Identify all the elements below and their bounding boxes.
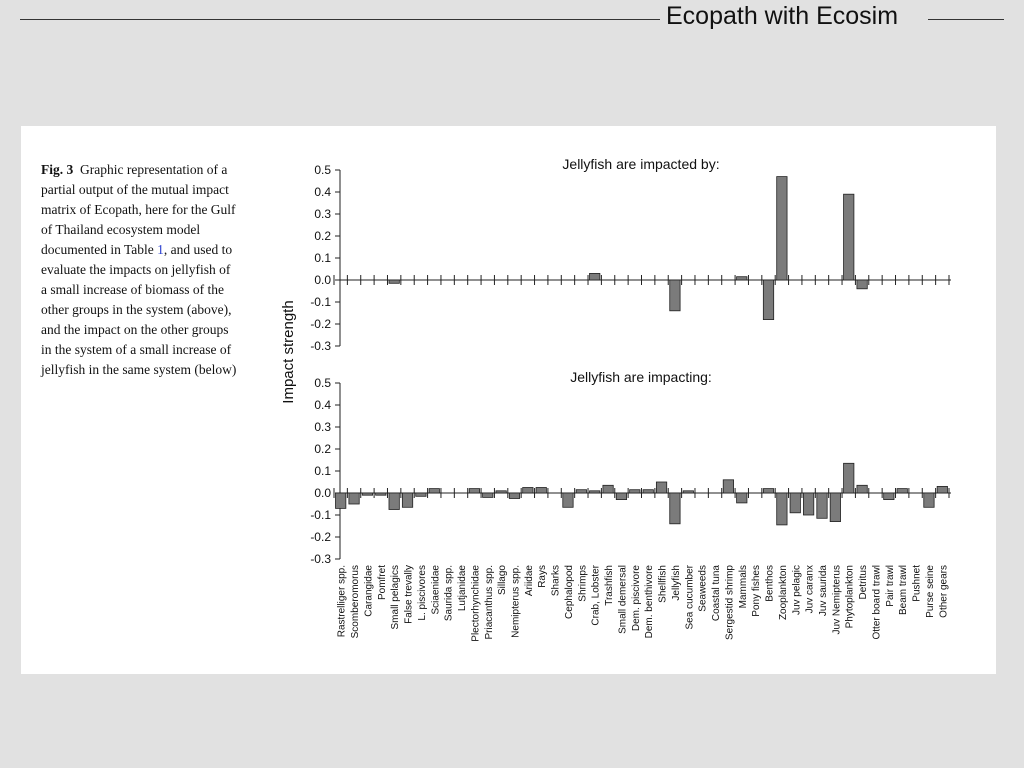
y-tick-label-bottom: -0.2	[310, 530, 331, 544]
bar-top	[777, 177, 787, 280]
category-label: Pomfret	[376, 565, 388, 601]
header-rule-left	[20, 19, 660, 20]
bar-bottom	[389, 493, 399, 510]
bar-bottom	[817, 493, 827, 518]
category-label: Coastal tuna	[711, 565, 723, 622]
bar-bottom	[402, 493, 412, 507]
bar-bottom	[656, 482, 666, 493]
bar-bottom	[844, 463, 854, 493]
category-label: Phytoplankton	[844, 565, 856, 629]
bar-bottom	[496, 491, 506, 493]
y-tick-label-top: 0.5	[314, 163, 331, 177]
bar-bottom	[884, 493, 894, 500]
category-label: Rastrelliger spp.	[336, 565, 348, 638]
y-tick-label-top: -0.3	[310, 339, 331, 353]
bar-bottom	[336, 493, 346, 508]
category-label: Sillago	[497, 565, 509, 596]
bar-bottom	[509, 493, 519, 499]
category-label: Juv caranx	[804, 565, 816, 614]
bar-bottom	[790, 493, 800, 513]
bar-bottom	[830, 493, 840, 522]
category-label: Juv saurida	[817, 565, 829, 617]
y-tick-label-top: -0.2	[310, 317, 331, 331]
y-axis-label: Impact strength	[280, 300, 297, 404]
slide-title: Ecopath with Ecosim	[666, 2, 899, 30]
category-label: Pony fishes	[751, 565, 763, 617]
category-label: Small demersal	[617, 565, 629, 634]
caption-text: Graphic representation of a partial output of the mutual impact matrix of Ecopath, here for the Gulf of Thailand ecosystem model documented in Table	[41, 162, 236, 257]
bar-bottom	[670, 493, 680, 524]
category-label: Pushnet	[911, 565, 923, 602]
bar-bottom	[603, 485, 613, 493]
category-label: Other gears	[938, 565, 950, 618]
impact-chart	[21, 126, 996, 674]
bar-bottom	[469, 489, 479, 493]
bar-bottom	[416, 493, 426, 496]
header-rule-right	[928, 19, 1004, 20]
category-label: Plectorhynchidae	[470, 565, 482, 642]
category-label: Sergestid shrimp	[724, 565, 736, 641]
category-label: Trashfish	[604, 565, 616, 606]
category-label: Carangidae	[363, 565, 375, 617]
bar-bottom	[777, 493, 787, 525]
bar-top	[389, 280, 399, 283]
bar-bottom	[897, 489, 907, 493]
category-label: Purse seine	[924, 565, 936, 618]
category-label: Pair trawl	[884, 565, 896, 607]
bar-bottom	[683, 491, 693, 493]
bar-top	[763, 280, 773, 320]
category-label: Beam trawl	[898, 565, 910, 616]
bar-bottom	[630, 490, 640, 493]
category-label: Rays	[537, 565, 549, 588]
category-label: Crab, Lobster	[590, 565, 602, 626]
bar-bottom	[523, 488, 533, 494]
category-label: Small pelagics	[390, 565, 402, 630]
y-tick-label-top: 0.4	[314, 185, 331, 199]
panel-title-bottom: Jellyfish are impacting:	[570, 369, 712, 385]
y-tick-label-bottom: 0.2	[314, 442, 331, 456]
bar-bottom	[643, 490, 653, 493]
y-tick-label-bottom: 0.0	[314, 486, 331, 500]
bar-bottom	[616, 493, 626, 500]
bar-bottom	[576, 490, 586, 493]
bar-bottom	[376, 493, 386, 495]
bar-bottom	[590, 491, 600, 493]
y-tick-label-bottom: -0.1	[310, 508, 331, 522]
bar-top	[590, 273, 600, 280]
bar-bottom	[937, 486, 947, 493]
y-tick-label-bottom: 0.5	[314, 376, 331, 390]
bar-bottom	[737, 493, 747, 503]
category-label: Zooplankton	[777, 565, 789, 621]
category-label: Dem. benthivore	[644, 565, 656, 639]
category-label: Otter board trawl	[871, 565, 883, 640]
bar-bottom	[349, 493, 359, 504]
bar-bottom	[857, 485, 867, 493]
caption-text-end: , and used to evaluate the impacts on jellyfish of a small increase of biomass of the other groups in the system (above), and the impact on the other groups in the system of a small increase of jellyfish in the same system (below)	[41, 242, 237, 377]
category-label: Scomberomorus	[350, 565, 362, 639]
category-label: Sharks	[550, 565, 562, 597]
bar-bottom	[429, 489, 439, 493]
y-tick-label-top: 0.0	[314, 273, 331, 287]
category-label: Dem. piscivore	[630, 565, 642, 632]
table-reference-link[interactable]: 1	[157, 242, 164, 257]
category-label: Shrimps	[577, 565, 589, 602]
bar-bottom	[362, 493, 372, 495]
bar-bottom	[563, 493, 573, 507]
category-label: Ariidae	[523, 565, 535, 597]
bar-top	[844, 194, 854, 280]
bar-bottom	[924, 493, 934, 507]
category-label: Saurida spp.	[443, 565, 455, 622]
bar-bottom	[803, 493, 813, 515]
category-label: Lutjanidae	[457, 565, 469, 612]
bar-top	[670, 280, 680, 311]
y-tick-label-bottom: -0.3	[310, 552, 331, 566]
category-label: Detritus	[858, 565, 870, 600]
category-label: Priacanthus spp.	[483, 565, 495, 640]
category-label: Nemipterus spp.	[510, 565, 522, 638]
category-label: Mammals	[737, 565, 749, 609]
bar-bottom	[763, 489, 773, 493]
y-tick-label-top: 0.2	[314, 229, 331, 243]
y-tick-label-top: 0.1	[314, 251, 331, 265]
category-label: Shellfish	[657, 565, 669, 603]
y-tick-label-bottom: 0.1	[314, 464, 331, 478]
category-label: Cephalopod	[563, 565, 575, 619]
y-tick-label-bottom: 0.4	[314, 398, 331, 412]
panel-title-top: Jellyfish are impacted by:	[562, 156, 720, 172]
y-tick-label-top: 0.3	[314, 207, 331, 221]
bar-bottom	[536, 488, 546, 494]
category-label: Benthos	[764, 565, 776, 602]
bar-bottom	[723, 480, 733, 493]
figure-label: Fig. 3	[41, 162, 74, 177]
y-tick-label-bottom: 0.3	[314, 420, 331, 434]
category-label: Sea cucumber	[684, 565, 696, 630]
category-label: False trevally	[403, 565, 415, 624]
bar-top	[857, 280, 867, 289]
category-label: Jellyfish	[670, 565, 682, 601]
figure-panel	[21, 126, 996, 674]
y-tick-label-top: -0.1	[310, 295, 331, 309]
category-label: L. piscivores	[416, 565, 428, 621]
bar-bottom	[483, 493, 493, 497]
category-label: Juv Nemipterus	[831, 565, 843, 635]
category-label: Juv pelagic	[791, 565, 803, 616]
category-label: Seaweeds	[697, 565, 709, 612]
bar-top	[737, 277, 747, 280]
category-label: Sciaenidae	[430, 565, 442, 615]
